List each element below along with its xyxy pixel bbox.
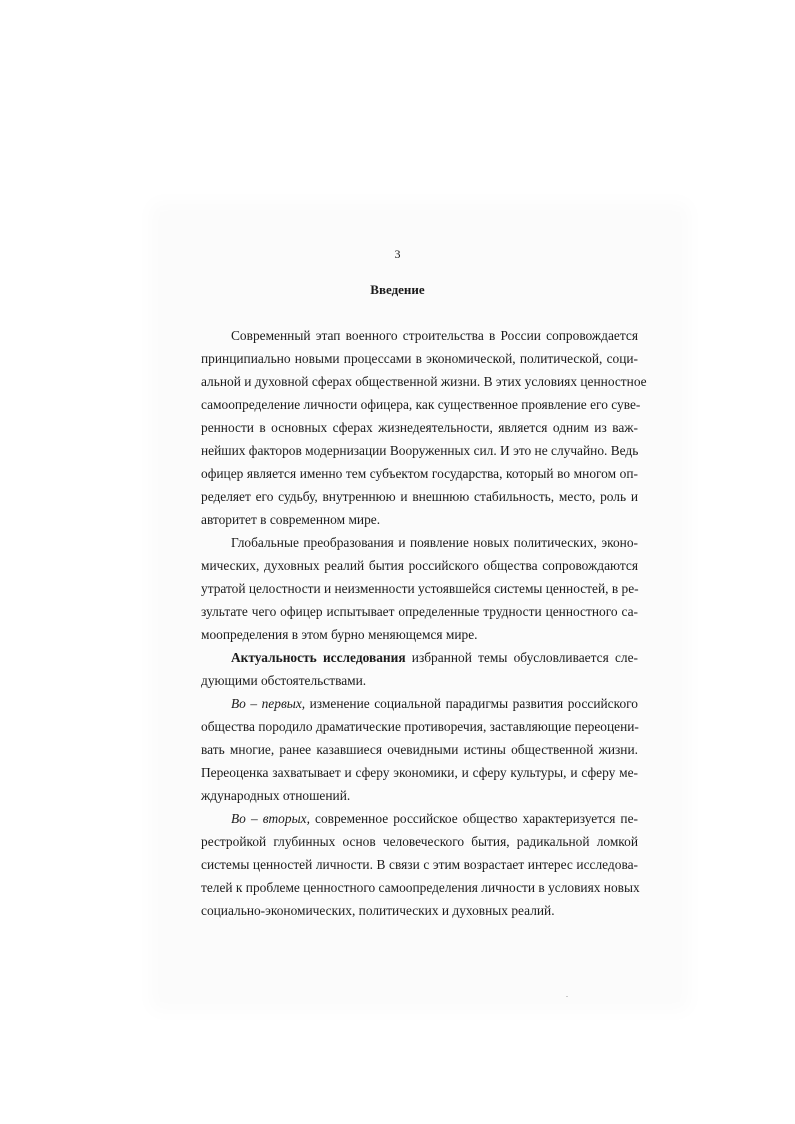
text-line: зультате чего офицер испытывает определенные трудности ценностного са- (201, 604, 638, 619)
text-line: ренности в основных сферах жизнедеятельности, является одним из важ- (201, 420, 638, 435)
second-point-label: Во – вторых, (231, 811, 310, 826)
text-line: самоопределение личности офицера, как существенное проявление его суве- (201, 397, 641, 412)
text-line (201, 692, 638, 715)
text-line: Современный этап военного строительства в России сопровождается (231, 328, 638, 343)
paragraph-1 (201, 324, 647, 531)
text-line: офицер является именно тем субъектом государства, который во многом оп- (201, 466, 638, 481)
text-line: авторитет в современном мире. (201, 512, 381, 527)
scan-speck (566, 996, 568, 997)
text-line: мических, духовных реалий бытия российского общества сопровождаются (201, 558, 638, 573)
text-line: принципиально новыми процессами в экономической, политической, соци- (201, 351, 638, 366)
text-line: утратой целостности и неизменности устоявшейся системы ценностей, в ре- (201, 581, 639, 596)
first-point-label: Во – первых, (231, 696, 306, 711)
text-fragment: современное российское общество характеризуется пе- (309, 811, 638, 826)
text-line: альной и духовной сферах общественной жизни. В этих условиях ценностное (201, 374, 647, 389)
text-line: общества породило драматические противоречия, заставляющие переоцени- (201, 719, 639, 734)
body-text (201, 324, 647, 922)
text-line: вать многие, ранее казавшиеся очевидными истины общественной жизни. (201, 742, 638, 757)
text-fragment: изменение социальной парадигмы развития российского (305, 696, 638, 711)
text-line: дующими обстоятельствами. (201, 673, 367, 688)
relevance-label: Актуальность исследования (231, 650, 406, 665)
paragraph-second-point (201, 807, 638, 922)
text-line: моопределения в этом бурно меняющемся мире. (201, 627, 478, 642)
text-line: социально-экономических, политических и духовных реалий. (201, 903, 555, 918)
text-line: нейших факторов модернизации Вооруженных сил. И это не случайно. Ведь (201, 443, 639, 458)
text-line: Переоценка захватывает и сферу экономики, и сферу культуры, и сферу ме- (201, 765, 638, 780)
text-line: Глобальные преобразования и появление новых политических, эконо- (231, 535, 638, 550)
text-line: ждународных отношений. (201, 788, 351, 803)
page-title: Введение (370, 282, 425, 297)
text-line: телей к проблеме ценностного самоопределения личности в условиях новых (201, 880, 640, 895)
paragraph-2 (201, 531, 638, 646)
text-fragment: избранной темы обусловливается сле- (405, 650, 638, 665)
page-number: 3 (394, 247, 401, 261)
text-line (201, 646, 638, 669)
text-line: ределяет его судьбу, внутреннюю и внешнюю стабильность, место, роль и (201, 489, 638, 504)
paragraph-relevance (201, 646, 638, 692)
text-line: системы ценностей личности. В связи с этим возрастает интерес исследова- (201, 857, 638, 872)
text-line (201, 807, 638, 830)
paragraph-first-point (201, 692, 638, 807)
text-line: рестройкой глубинных основ человеческого бытия, радикальной ломкой (201, 834, 638, 849)
